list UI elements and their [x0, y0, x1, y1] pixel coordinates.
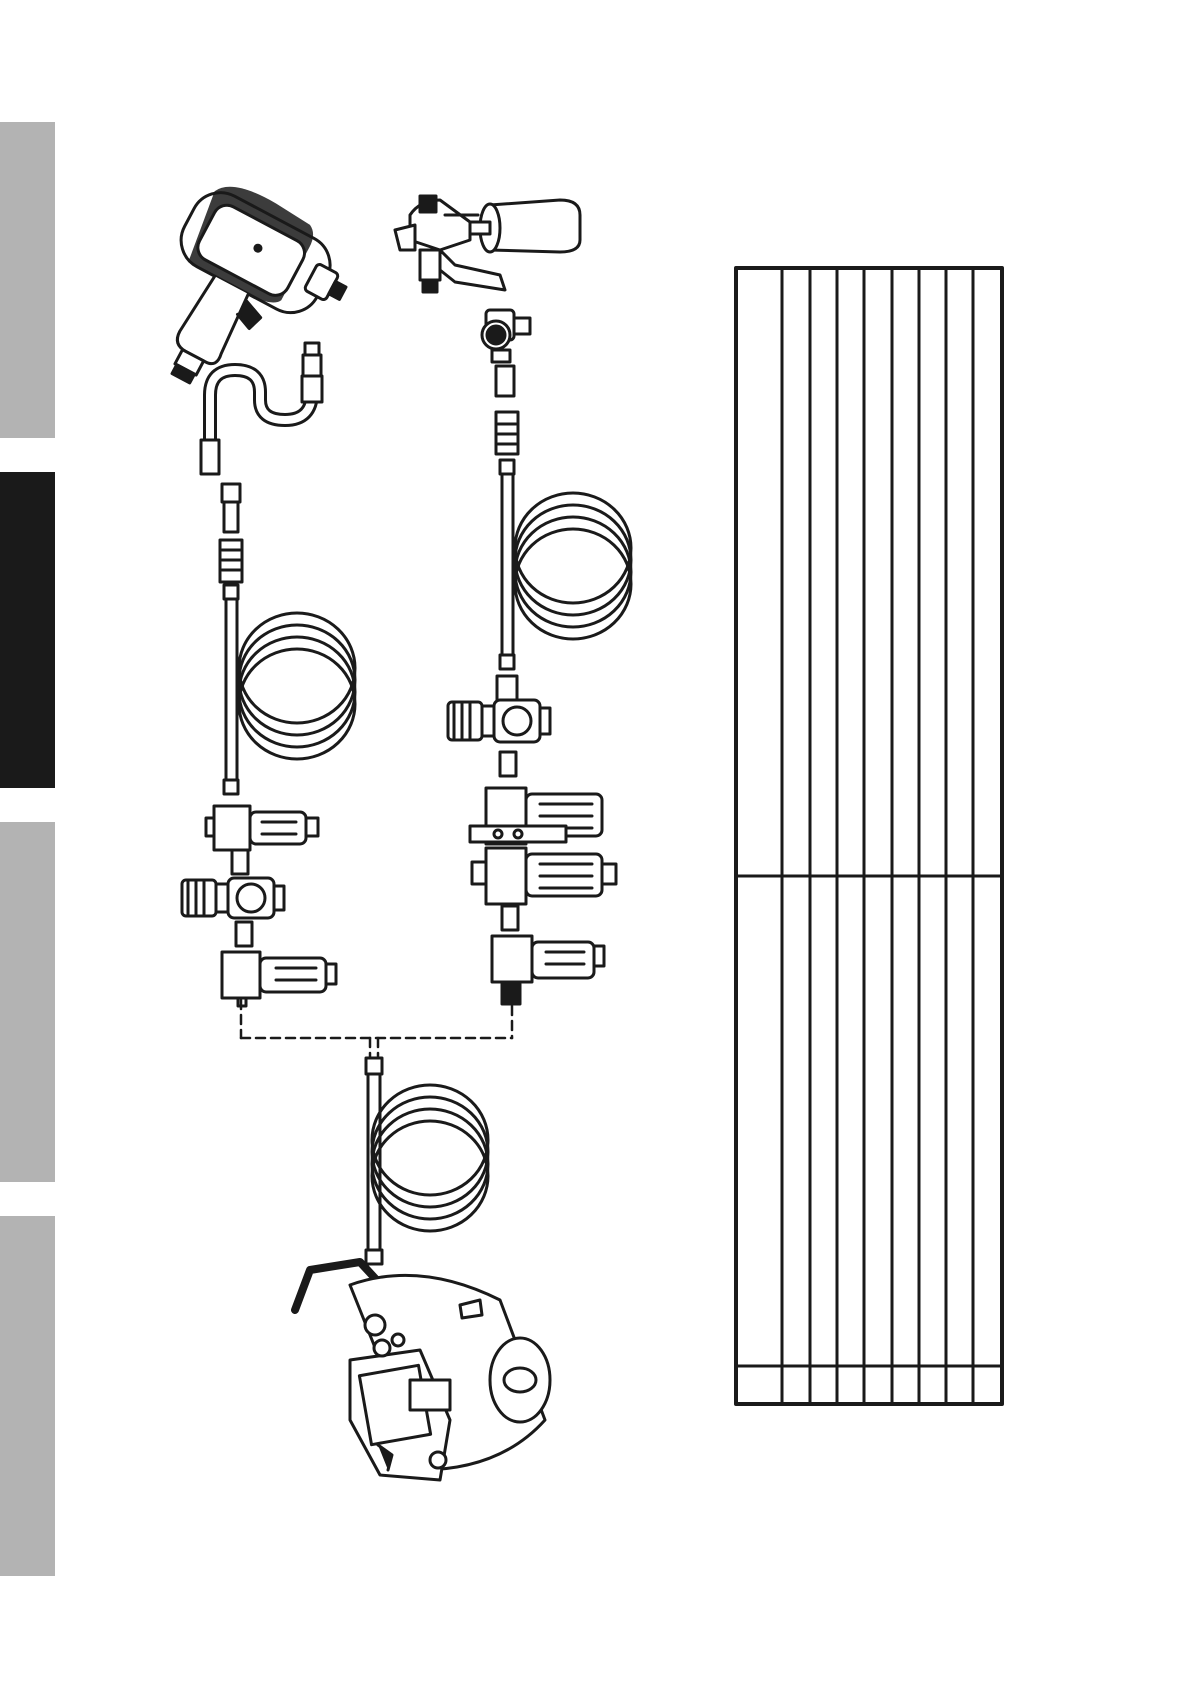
coupler-icon	[496, 412, 518, 454]
filter-icon	[472, 848, 616, 904]
plug-icon	[222, 484, 240, 532]
nipple-icon	[236, 922, 252, 946]
filter-icon	[492, 936, 604, 982]
reference-table	[736, 268, 1002, 1404]
regulator-icon	[448, 700, 550, 742]
regulator-icon	[182, 878, 284, 918]
coiled-hose-icon	[500, 460, 631, 669]
coupler-icon	[220, 540, 242, 582]
air-compressor-icon	[295, 1262, 550, 1480]
nipple-icon	[502, 906, 518, 930]
nipple-icon	[500, 752, 516, 776]
plug-icon	[496, 366, 514, 396]
impact-wrench-icon	[121, 170, 365, 426]
lubricator-icon	[206, 806, 318, 850]
coiled-hose-icon	[366, 1058, 488, 1264]
spray-gun-icon	[395, 196, 580, 292]
coupler-icon	[502, 984, 520, 1004]
dashed-connection-lines	[241, 1000, 512, 1058]
lubricator-icon	[470, 788, 602, 844]
coiled-hose-icon	[224, 585, 355, 794]
gauge-icon	[482, 310, 530, 362]
filter-icon	[222, 952, 336, 1006]
nipple-icon	[232, 850, 248, 874]
whip-hose-icon	[201, 343, 322, 474]
